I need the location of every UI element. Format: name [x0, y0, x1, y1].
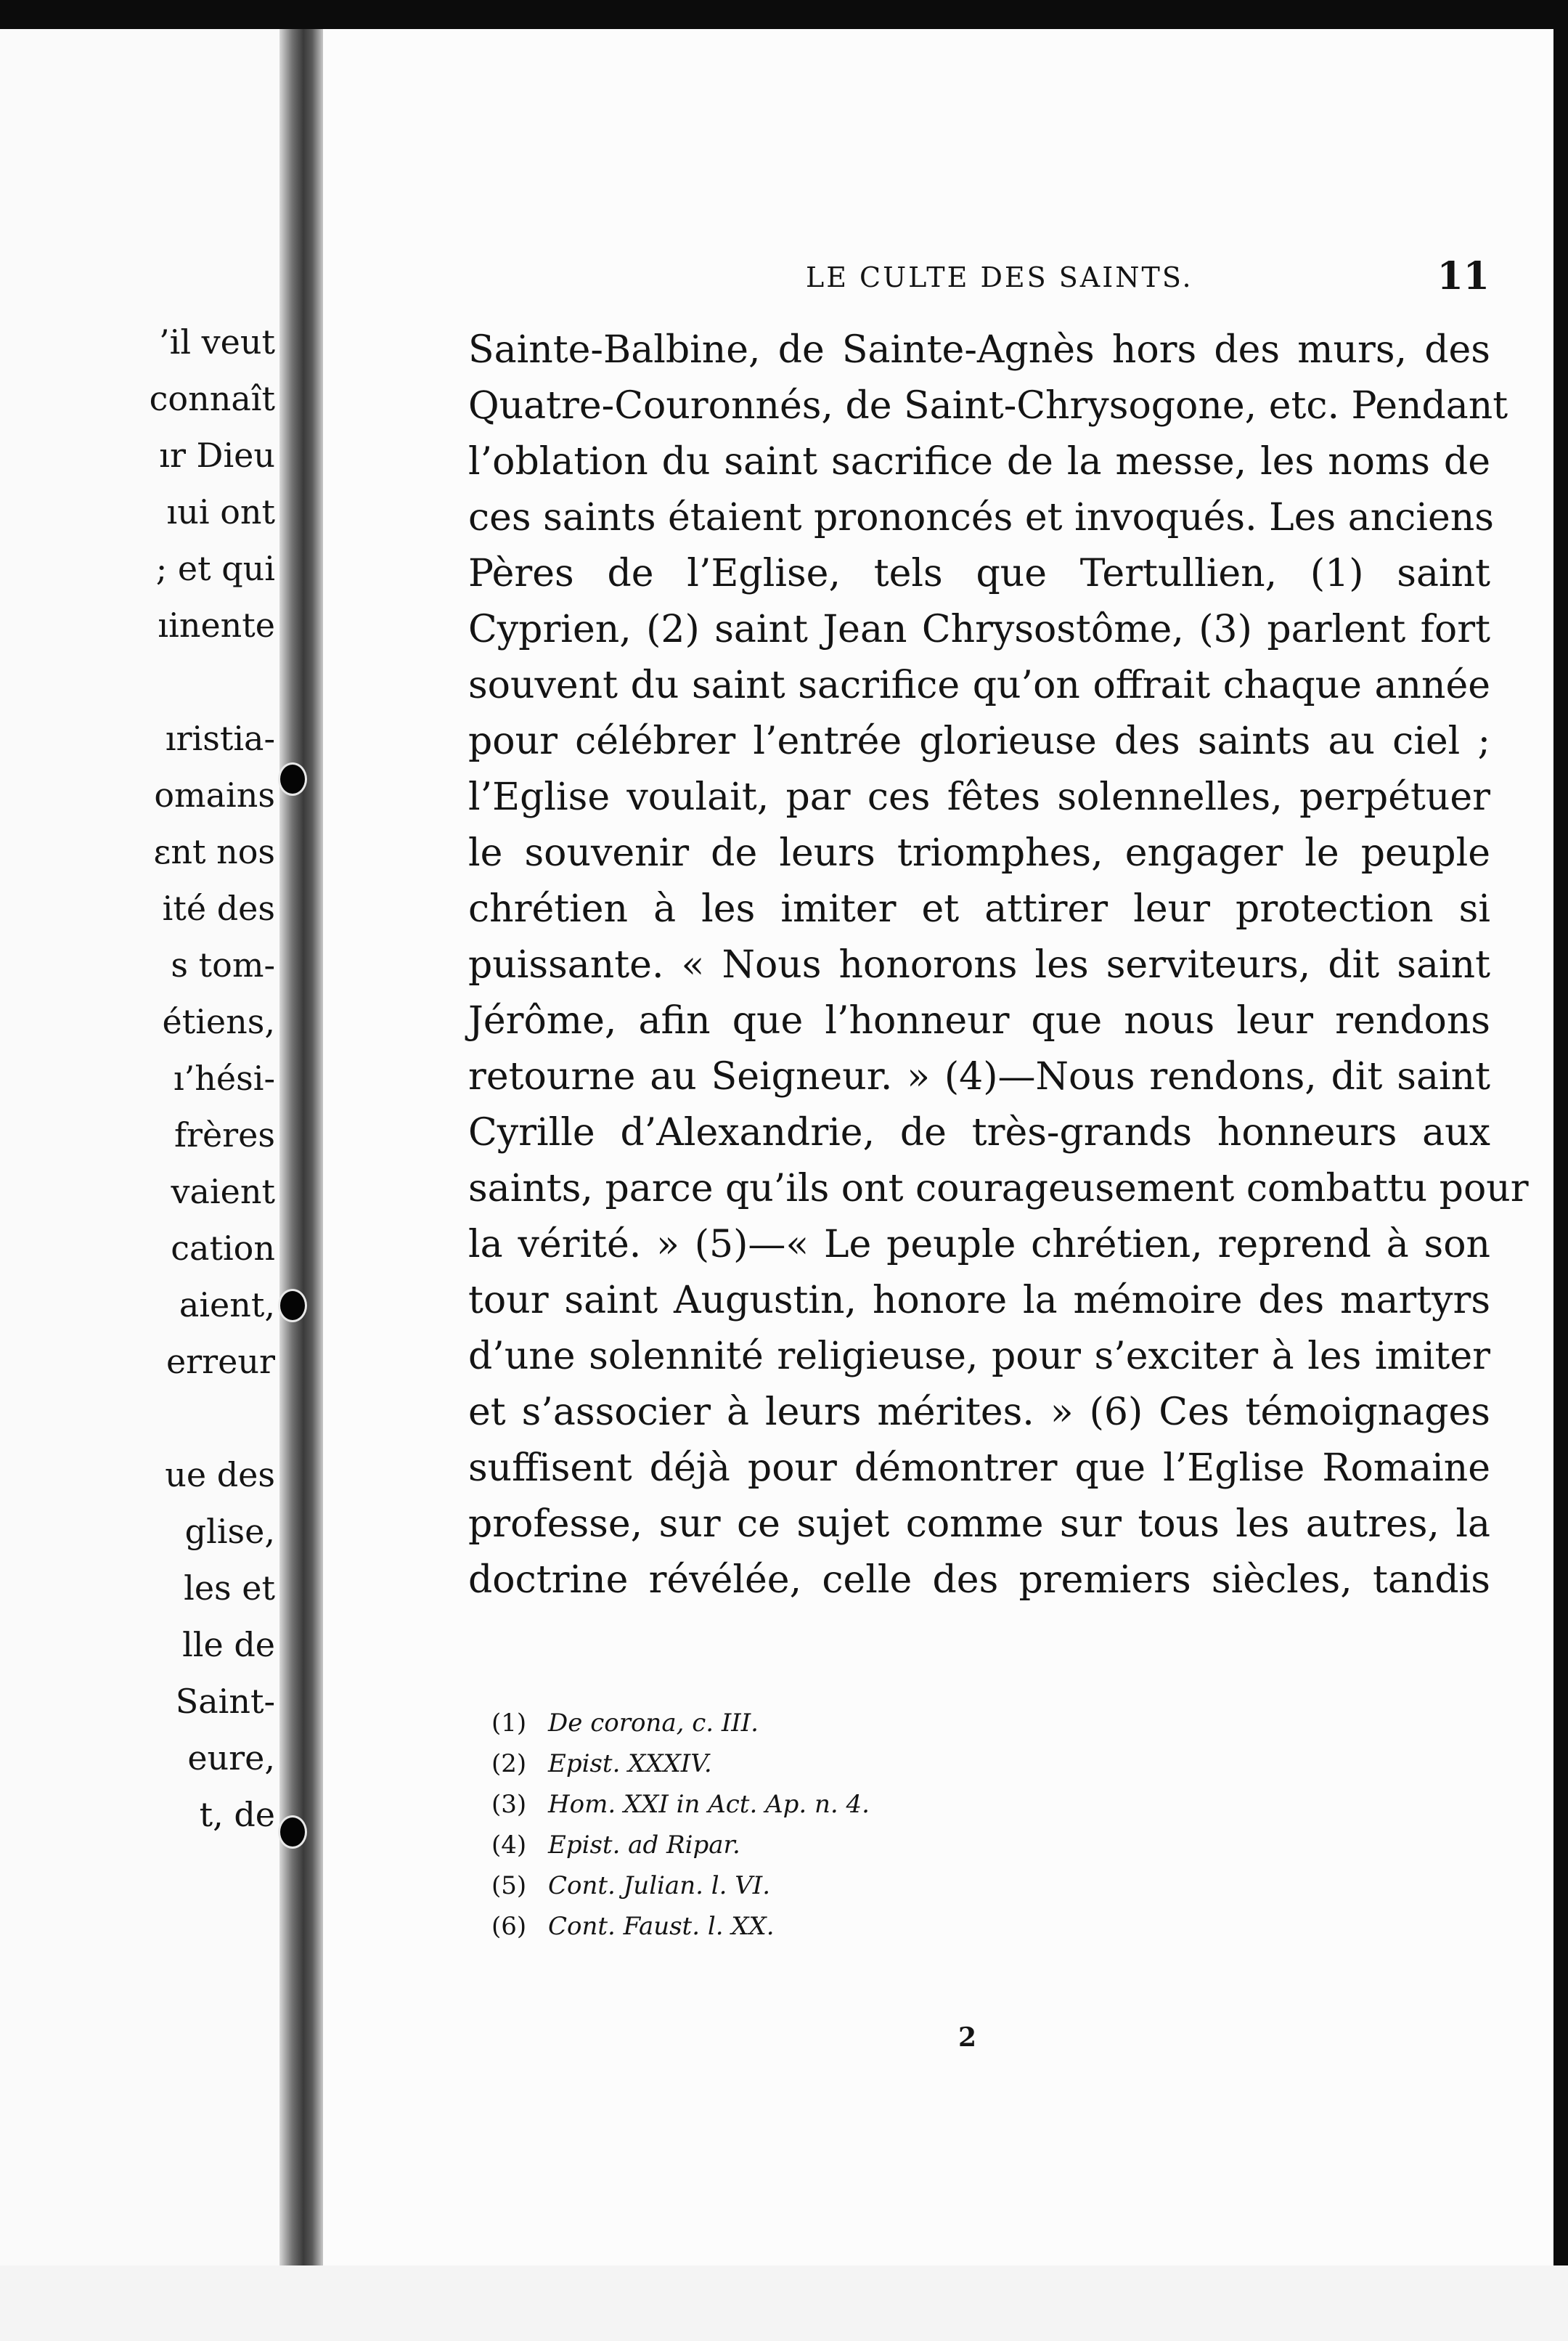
right-page — [323, 29, 1553, 2265]
footnotes — [491, 1703, 870, 1947]
body-line: saints, parce qu’ils ont courageusement combattu pour — [468, 1167, 1529, 1210]
body-line: le souvenir de leurs triomphes, engager le peuple — [468, 831, 1490, 875]
left-page-line: t, de — [199, 1795, 275, 1834]
left-page-line: frères — [173, 1115, 275, 1155]
left-page-line: s tom- — [171, 945, 275, 985]
left-page-line: omains — [154, 775, 275, 815]
left-page-line: cation — [171, 1229, 275, 1268]
body-line: Cyrille d’Alexandrie, de très-grands honneurs aux — [468, 1111, 1490, 1155]
body-line: la vérité. » (5)—« Le peuple chrétien, reprend à son — [468, 1223, 1490, 1266]
footnote-number: (3) — [491, 1790, 527, 1819]
footnote-text: Epist. ad Ripar. — [548, 1831, 740, 1860]
footnote-text: De corona, c. III. — [548, 1709, 759, 1738]
body-line: tour saint Augustin, honore la mémoire des martyrs — [468, 1279, 1490, 1322]
left-page-line: Saint- — [175, 1682, 275, 1721]
footnote — [491, 1743, 870, 1784]
page-number: 11 — [1437, 254, 1490, 298]
footnote-text: Cont. Julian. l. VI. — [548, 1871, 770, 1900]
left-page-line: lle de — [182, 1625, 275, 1664]
body-line: Sainte-Balbine, de Sainte-Agnès hors des murs, des — [468, 328, 1490, 372]
body-line: pour célébrer l’entrée glorieuse des saints au ciel ; — [468, 720, 1490, 763]
body-line: retourne au Seigneur. » (4)—Nous rendons, dit saint — [468, 1055, 1490, 1099]
footnote — [491, 1865, 870, 1906]
left-page-line: ; et qui — [155, 549, 275, 588]
footnote-text: Epist. XXXIV. — [548, 1749, 712, 1778]
body-line: souvent du saint sacrifice qu’on offrait chaque année — [468, 664, 1490, 707]
left-page-line: ı’hési- — [173, 1059, 275, 1098]
left-page-line: ıui ont — [166, 492, 275, 532]
left-page-line: erreur — [166, 1342, 275, 1381]
body-line: l’oblation du saint sacrifice de la messe, les noms de — [468, 440, 1490, 484]
binding-hole — [278, 1289, 307, 1322]
body-line: professe, sur ce sujet comme sur tous les autres, la — [468, 1502, 1490, 1546]
left-page-line: connaît — [149, 379, 275, 418]
footnote-text: Cont. Faust. l. XX. — [548, 1912, 775, 1941]
footnote-number: (1) — [491, 1709, 527, 1738]
signature-mark: 2 — [958, 2022, 977, 2053]
left-page-line: aient, — [179, 1285, 275, 1324]
left-page-line: ité des — [162, 889, 275, 928]
binding-hole — [278, 762, 307, 796]
left-page-line: ɛnt nos — [153, 832, 275, 871]
body-line: Pères de l’Eglise, tels que Tertullien, (1) saint — [468, 552, 1490, 595]
body-line: Jérôme, afin que l’honneur que nous leur rendons — [468, 999, 1490, 1043]
left-page-line: ’il veut — [159, 322, 275, 362]
left-page-line: vaient — [171, 1172, 275, 1211]
body-line: ces saints étaient prononcés et invoqués. Les anciens — [468, 496, 1494, 540]
left-page-line: ıinente — [158, 606, 275, 645]
body-line: Quatre-Couronnés, de Saint-Chrysogone, etc. Pendant — [468, 384, 1508, 428]
footnote-number: (6) — [491, 1912, 527, 1941]
body-line: suffisent déjà pour démontrer que l’Eglise Romaine — [468, 1446, 1490, 1490]
body-line: l’Eglise voulait, par ces fêtes solennelles, perpétuer — [468, 775, 1490, 819]
left-page-line: étiens, — [162, 1002, 275, 1041]
footnote-number: (4) — [491, 1831, 527, 1860]
body-line: doctrine révélée, celle des premiers siècles, tandis — [468, 1558, 1490, 1602]
body-line: chrétien à les imiter et attirer leur protection si — [468, 887, 1490, 931]
left-page-line: eure, — [187, 1738, 275, 1778]
left-page-line: ıristia- — [165, 719, 275, 758]
left-page-line: glise, — [184, 1512, 275, 1551]
footnote-text: Hom. XXI in Act. Ap. n. 4. — [548, 1790, 870, 1819]
footnote — [491, 1703, 870, 1743]
running-head: LE CULTE DES SAINTS. — [806, 261, 1193, 293]
left-page-line: les et — [184, 1568, 275, 1608]
footnote — [491, 1784, 870, 1825]
footnote — [491, 1906, 870, 1947]
body-line: Cyprien, (2) saint Jean Chrysostôme, (3) parlent fort — [468, 608, 1490, 651]
left-page-line: ır Dieu — [159, 436, 275, 475]
bottom-margin — [0, 2265, 1568, 2341]
body-text — [468, 322, 1529, 1608]
body-line: et s’associer à leurs mérites. » (6) Ces témoignages — [468, 1391, 1490, 1434]
footnote-number: (5) — [491, 1871, 527, 1900]
footnote-number: (2) — [491, 1749, 527, 1778]
footnote — [491, 1825, 870, 1865]
body-line: puissante. « Nous honorons les serviteurs, dit saint — [468, 943, 1490, 987]
left-facing-page — [0, 29, 279, 2265]
left-page-line: ue des — [165, 1455, 275, 1494]
body-line: d’une solennité religieuse, pour s’exciter à les imiter — [468, 1335, 1490, 1378]
binding-hole — [278, 1815, 307, 1849]
book-spine-gutter — [279, 29, 323, 2265]
